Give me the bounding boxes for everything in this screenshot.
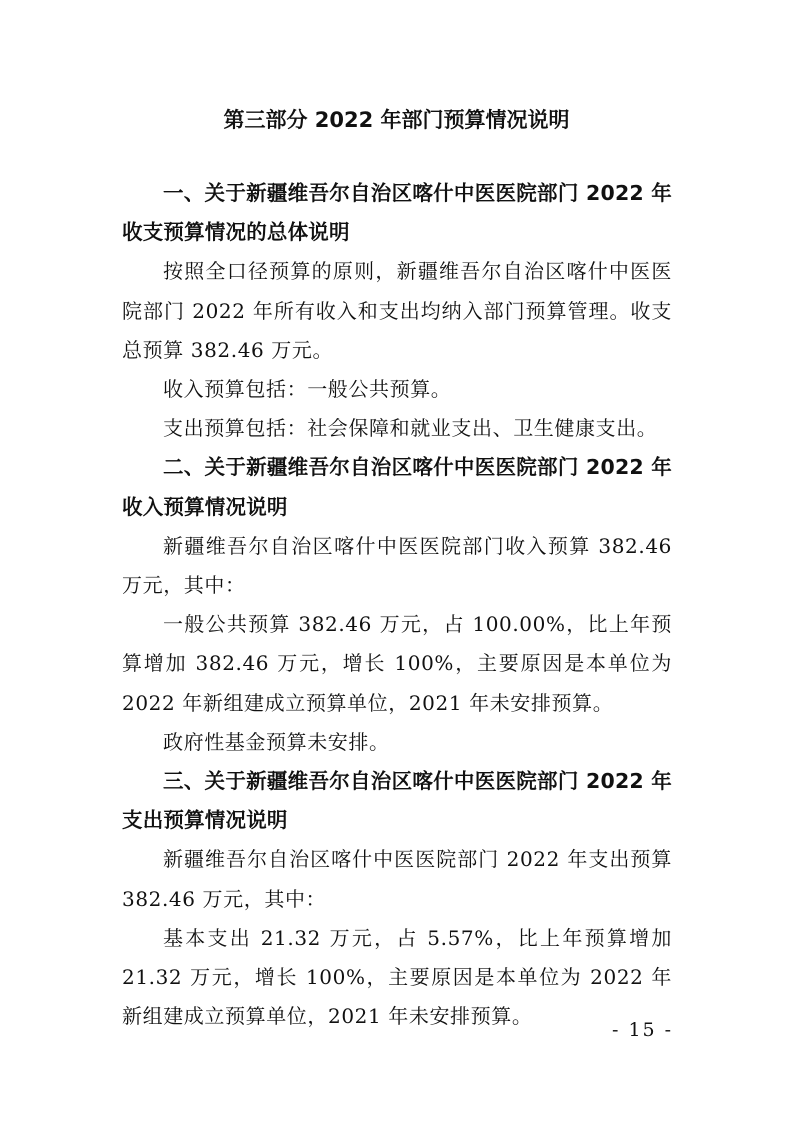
- section-1-paragraph-2: 收入预算包括：一般公共预算。: [163, 377, 452, 402]
- page-number: - 15 -: [612, 1019, 674, 1041]
- section-1-paragraph-1: 按照全口径预算的原则，新疆维吾尔自治区喀什中医医院部门 2022 年所有收入和支出均纳入部门预算管理。收支总预算 382.46 万元。: [122, 259, 672, 362]
- section-3-paragraph-1: 新疆维吾尔自治区喀什中医医院部门 2022 年支出预算 382.46 万元，其中：: [122, 847, 672, 911]
- section-3-paragraph-2: 基本支出 21.32 万元，占 5.57%，比上年预算增加 21.32 万元，增长 100%，主要原因是本单位为 2022 年新组建成立预算单位，2021 年未安排预算。: [122, 925, 672, 1029]
- section-2-paragraph-3: 政府性基金预算未安排。: [163, 729, 390, 754]
- page-title: 第三部分 2022 年部门预算情况说明: [223, 108, 570, 132]
- section-2-heading: 二、关于新疆维吾尔自治区喀什中医医院部门 2022 年收入预算情况说明: [122, 455, 672, 519]
- section-3-heading: 三、关于新疆维吾尔自治区喀什中医医院部门 2022 年支出预算情况说明: [122, 769, 672, 833]
- section-2-paragraph-2: 一般公共预算 382.46 万元，占 100.00%，比上年预算增加 382.46 万元，增长 100%，主要原因是本单位为 2022 年新组建成立预算单位，2021 年未安排预算。: [122, 612, 672, 715]
- section-1-heading: 一、关于新疆维吾尔自治区喀什中医医院部门 2022 年收支预算情况的总体说明: [122, 181, 672, 245]
- document-body: [122, 174, 672, 1036]
- section-1-paragraph-3: 支出预算包括：社会保障和就业支出、卫生健康支出。: [163, 416, 658, 441]
- section-2-paragraph-1: 新疆维吾尔自治区喀什中医医院部门收入预算 382.46 万元，其中：: [122, 533, 672, 598]
